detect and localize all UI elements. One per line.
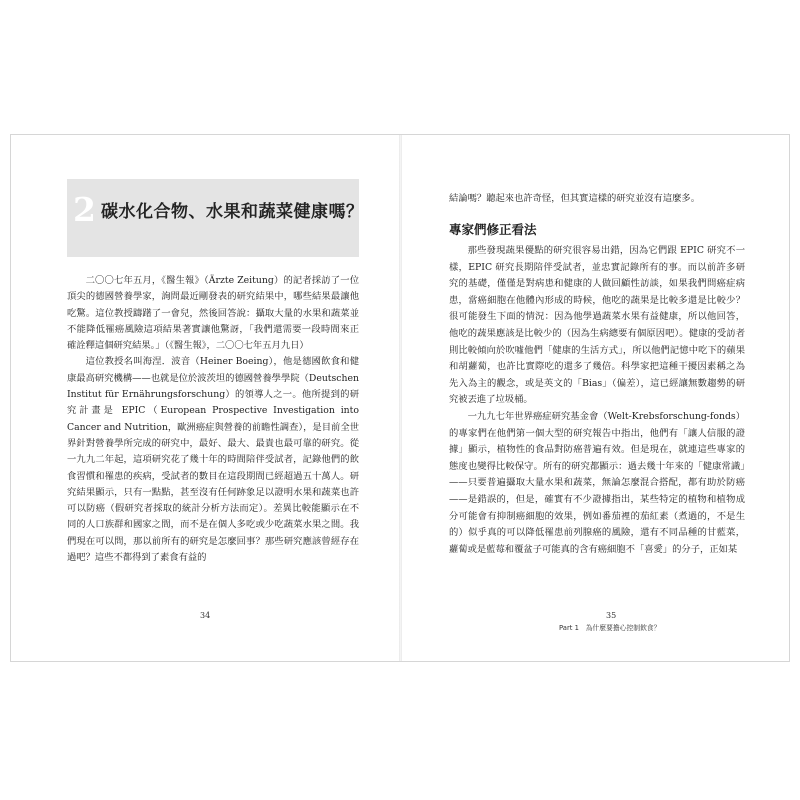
section-heading: 專家們修正看法 [449, 222, 537, 237]
page-number-right: 35 [606, 611, 617, 620]
paragraph: 結論嗎？聽起來也許奇怪，但其實這樣的研究並沒有這麼多。 [449, 193, 701, 204]
left-body-text [67, 273, 359, 566]
paragraph: 二〇〇七年五月，《醫生報》（Ärzte Zeitung）的記者採訪了一位頂尖的德國營養學家，詢問最近剛發表的研究結果中，哪些結果最讓他吃驚。這位教授躊躇了一會兒，然後回答說：攝取大量的水果和蔬菜並不能降低罹癌風險這項結果著實讓他驚訝，「我們還需要一段時間來正確詮釋這個研究結果。」（《醫生報》，二〇〇七年五月九日） [67, 275, 359, 352]
book-spread [10, 134, 790, 662]
running-footer: Part 1 為什麼要擔心控制飲食？ [559, 624, 661, 632]
continued-text [449, 191, 745, 207]
paragraph: 這位教授名叫海涅．波音（Heiner Boeing），他是德國飲食和健康最高研究機構——也就是位於波茨坦的德國營養學學院（Deutschen Institut für Ernährungsforschung）的領導人之一。他所提到的研究計畫是 EPIC（European Prospective Investigation into Cancer and Nutrition，歐洲癌症與營養的前瞻性調查），是目前全世界針對營養學所完成的研究中，最好、最大、最貴也最可靠的研究。從一九九二年起，這項研究花了幾十年的時間陪伴受試者，記錄他們的飲食習慣和罹患的疾病，受試者的數目在這段期間已經超過五十萬人。研究結果顯示，只有一點點，甚至沒有任何跡象足以證明水果和蔬菜也許可以防癌（假研究者採取的統計分析方法而定）。差異比較能顯示在不同的人口族群和國家之間，而不是在個人多吃或少吃蔬菜水果之間。我們現在可以問，那以前所有的研究是怎麼回事？那些研究應該曾經存在過吧？這些不都得到了素食有益的 [67, 356, 359, 564]
chapter-header [67, 179, 364, 257]
chapter-title: 碳水化合物、水果和蔬菜健康嗎？ [101, 202, 364, 222]
right-page [401, 135, 790, 661]
paragraph: 那些發現蔬果優點的研究很容易出錯，因為它們跟 EPIC 研究不一樣，EPIC 研究長期陪伴受試者，並忠實記錄所有的事。而以前許多研究的基礎，僅僅是對病患和健康的人做回顧性訪談，如果我們問癌症病患，當癌細胞在他體內形成的時候，他吃的蔬果是比較多還是比較少？很可能發生下面的情況：因為他學過蔬菜水果有益健康，所以他回答，他吃的蔬果應該是比較少的（因為生病總要有個原因吧）。健康的受訪者則比較傾向於吹噓他們「健康的生活方式」，所以他們記憶中吃下的蘋果和胡蘿蔔，也許比實際吃的還多了幾倍。科學家把這種干擾因素稱之為先入為主的觀念，或是英文的「Bias」（偏差），這已經讓無數趨勢的研究被丟進了垃圾桶。 [449, 245, 745, 406]
chapter-number: 2 [73, 190, 96, 229]
right-body-text [449, 243, 745, 558]
left-page [11, 135, 400, 661]
paragraph: 一九九七年世界癌症研究基金會（Welt-Krebsforschung-fonds）的專家們在他們第一個大型的研究報告中指出，他們有「讓人信服的證據」顯示，植物性的食品對防癌普遍有效。但是現在，就連這些專家的態度也變得比較保守。所有的研究都顯示：過去幾十年來的「健康常識」——只要普遍攝取大量水果和蔬菜，無論怎麼混合搭配，都有助於防癌——是錯誤的，但是，確實有不少證據指出，某些特定的植物和植物成分可能會有抑制癌細胞的效果，例如番茄裡的茄紅素（煮過的，不是生的）似乎真的可以降低罹患前列腺癌的風險，還有不同品種的甘藍菜，蘿蔔或是藍莓和覆盆子可能真的含有癌細胞不「喜愛」的分子，正如某 [449, 410, 745, 555]
page-number-left: 34 [200, 611, 211, 620]
